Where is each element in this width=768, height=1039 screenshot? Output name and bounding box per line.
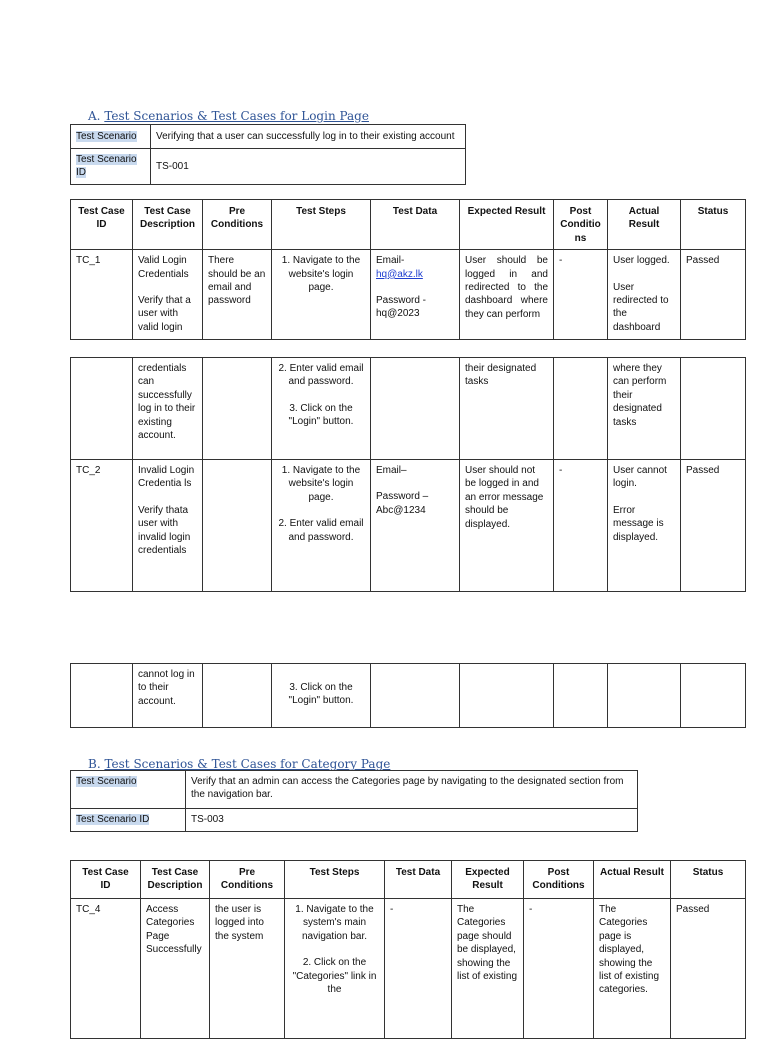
col-header: Expected Result bbox=[460, 200, 554, 250]
col-header: Test Data bbox=[371, 200, 460, 250]
table-row bbox=[71, 460, 746, 592]
test-case-table-2-continued bbox=[70, 663, 746, 728]
tc-desc-body: Verify thata user with invalid login credentials bbox=[138, 504, 191, 557]
scenario-table-b bbox=[70, 770, 638, 832]
scenario-id-value: TS-003 bbox=[186, 809, 638, 832]
col-header: Test Steps bbox=[272, 200, 371, 250]
scenario-value: Verify that an admin can access the Categories page by navigating to the designated section from the navigation bar. bbox=[186, 771, 638, 809]
col-header: Expected Result bbox=[452, 861, 524, 899]
section-b-prefix: B. bbox=[88, 757, 101, 771]
tc-status: Passed bbox=[681, 250, 746, 340]
tc-actual-b: User redirected to the dashboard bbox=[613, 281, 669, 333]
tc-actual: The Categories page is displayed, showing the list of existing categories. bbox=[594, 899, 671, 1039]
tc-desc-cont: credentials can successfully log in to their existing account. bbox=[133, 358, 203, 460]
tc-data-email: Email– bbox=[376, 465, 407, 476]
tc-data-email-label: Email- bbox=[376, 255, 405, 267]
col-header: Pre Conditions bbox=[203, 200, 272, 250]
tc-step: 3. Click on the "Login" button. bbox=[288, 682, 354, 707]
col-header: Test Data bbox=[385, 861, 452, 899]
table-row bbox=[71, 664, 746, 728]
col-header: Status bbox=[671, 861, 746, 899]
col-header: Test Steps bbox=[285, 861, 385, 899]
col-header: Post Conditions bbox=[554, 200, 608, 250]
tc-pre: There should be an email and password bbox=[203, 250, 272, 340]
scenario-id-label: Test Scenario ID bbox=[76, 814, 150, 826]
tc-step: 2. Enter valid email and password. bbox=[278, 363, 364, 388]
tc-id: TC_1 bbox=[71, 250, 133, 340]
scenario-value: Verifying that a user can successfully log in to their existing account bbox=[151, 125, 466, 149]
tc-step: 3. Click on the "Login" button. bbox=[288, 402, 354, 428]
test-case-table-3 bbox=[70, 860, 746, 1039]
tc-status: Passed bbox=[671, 899, 746, 1039]
tc-desc-cont: cannot log in to their account. bbox=[133, 664, 203, 728]
tc-desc-title: Invalid Login Credentia ls bbox=[138, 465, 195, 490]
scenario-label: Test Scenario bbox=[76, 130, 137, 142]
tc-expected-cont: their designated tasks bbox=[460, 358, 554, 460]
table-header-row bbox=[71, 200, 746, 250]
tc-expected: User should be logged in and redirected to the dashboard where they can perform bbox=[460, 250, 554, 340]
tc-id: TC_2 bbox=[71, 460, 133, 592]
tc-data-password: Password - hq@2023 bbox=[376, 295, 427, 320]
tc-step: 2. Enter valid email and password. bbox=[278, 518, 364, 543]
col-header: Status bbox=[681, 200, 746, 250]
tc-post: - bbox=[554, 250, 608, 340]
tc-status: Passed bbox=[681, 460, 746, 592]
table-row bbox=[71, 899, 746, 1039]
tc-id: TC_4 bbox=[71, 899, 141, 1039]
tc-step: 1. Navigate to the system's main navigation bar. bbox=[295, 904, 374, 942]
table-header-row bbox=[71, 861, 746, 899]
tc-actual-a: User logged. bbox=[613, 255, 670, 267]
col-header: Actual Result bbox=[594, 861, 671, 899]
tc-step: 2. Click on the "Categories" link in the bbox=[292, 957, 377, 996]
tc-desc-title: Valid Login Credentials bbox=[138, 255, 189, 280]
tc-post: - bbox=[524, 899, 594, 1039]
tc-post: - bbox=[554, 460, 608, 592]
section-b-title-text: Test Scenarios & Test Cases for Category Page bbox=[104, 757, 391, 771]
scenario-id-label: Test Scenario ID bbox=[76, 154, 137, 179]
scenario-table-a bbox=[70, 124, 466, 185]
test-case-table-1-continued bbox=[70, 357, 746, 592]
col-header: Test Case ID bbox=[71, 200, 133, 250]
section-a-title-text: Test Scenarios & Test Cases for Login Page bbox=[104, 109, 369, 123]
col-header: Test Case ID bbox=[71, 861, 141, 899]
tc-actual-a: User cannot login. bbox=[613, 465, 667, 490]
col-header: Test Case Description bbox=[133, 200, 203, 250]
tc-expected: User should not be logged in and an error message should be displayed. bbox=[460, 460, 554, 592]
col-header: Test Case Description bbox=[141, 861, 210, 899]
scenario-id-value: TS-001 bbox=[151, 149, 466, 185]
email-link[interactable]: hq@akz.lk bbox=[376, 268, 423, 280]
section-a-title bbox=[88, 109, 369, 123]
test-case-table-1 bbox=[70, 199, 746, 340]
section-b-title bbox=[88, 757, 390, 771]
tc-desc-body: Verify that a user with valid login bbox=[138, 295, 191, 333]
tc-step: 1. Navigate to the website's login page. bbox=[281, 465, 361, 503]
scenario-label: Test Scenario bbox=[76, 776, 137, 787]
col-header: Pre Conditions bbox=[210, 861, 285, 899]
tc-expected: The Categories page should be displayed, showing the list of existing bbox=[452, 899, 524, 1039]
col-header: Actual Result bbox=[608, 200, 681, 250]
table-row bbox=[71, 358, 746, 460]
table-row bbox=[71, 250, 746, 340]
tc-pre: the user is logged into the system bbox=[210, 899, 285, 1039]
col-header: Post Conditions bbox=[524, 861, 594, 899]
tc-data: - bbox=[385, 899, 452, 1039]
tc-desc: Access Categories Page Successfully bbox=[141, 899, 210, 1039]
section-a-prefix: A. bbox=[88, 109, 101, 123]
tc-data-password: Password – Abc@1234 bbox=[376, 491, 429, 516]
tc-step: 1. Navigate to the website's login page. bbox=[281, 255, 361, 294]
tc-actual-b: Error message is displayed. bbox=[613, 504, 664, 543]
tc-actual-cont: where they can perform their designated tasks bbox=[608, 358, 681, 460]
